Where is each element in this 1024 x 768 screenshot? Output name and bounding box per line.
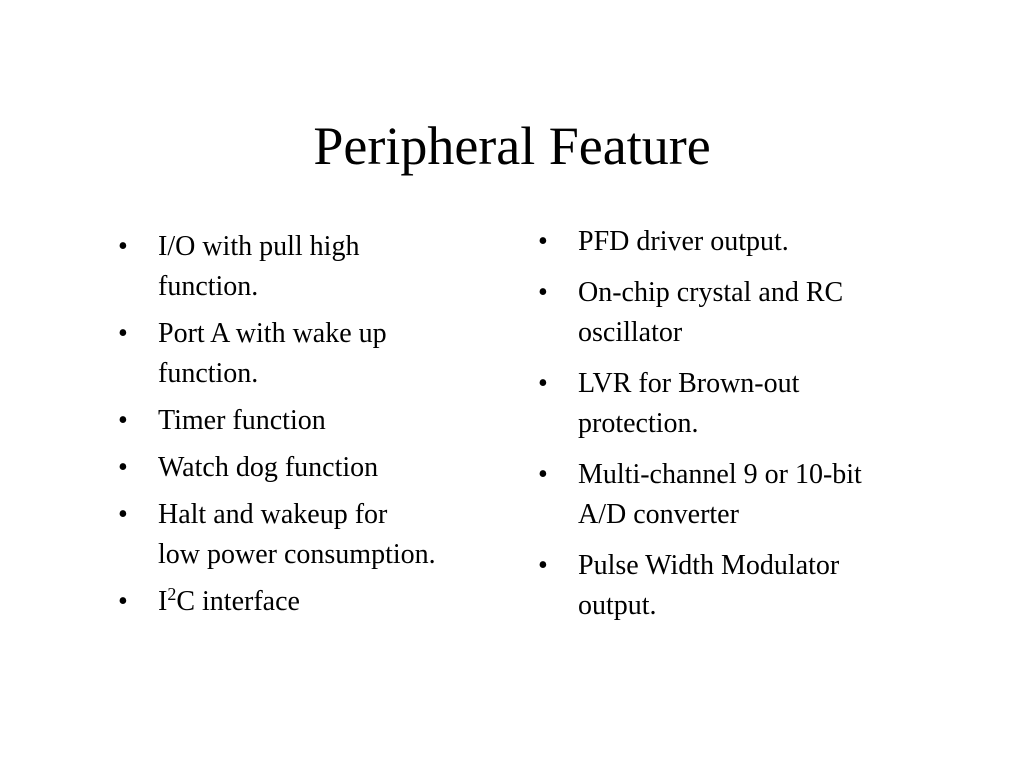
list-item-text: Halt and wakeup for low power consumption. [158,499,436,570]
list-item [538,222,958,262]
list-item-text: Multi-channel 9 or 10-bit A/D converter [578,459,862,530]
left-bullet-list [118,227,518,629]
superscript: 2 [167,584,177,604]
list-item [118,448,518,488]
bullet-icon: • [118,586,128,617]
list-item-text: LVR for Brown-out protection. [578,368,800,439]
right-bullet-list [538,222,958,637]
list-item [118,227,518,307]
list-item-text: Port A with wake up function. [158,318,387,389]
bullet-icon: • [538,550,548,581]
bullet-icon: • [118,405,128,436]
list-item-text: Pulse Width Modulator output. [578,550,840,621]
bullet-icon: • [118,318,128,349]
list-item [118,582,518,622]
bullet-icon: • [118,452,128,483]
list-item [538,546,958,626]
list-item [118,314,518,394]
bullet-icon: • [538,459,548,490]
bullet-icon: • [538,226,548,257]
list-item-text: PFD driver output. [578,226,789,257]
bullet-icon: • [118,499,128,530]
bullet-icon: • [118,231,128,262]
slide-title: Peripheral Feature [313,116,711,176]
list-item-text: Watch dog function [158,452,379,483]
list-item [118,401,518,441]
text-before-superscript: I [158,586,168,617]
list-item-text: On-chip crystal and RC oscillator [578,277,844,348]
list-item-text [158,582,518,622]
text-after-superscript: C interface [176,586,300,617]
list-item [538,364,958,444]
bullet-icon: • [538,368,548,399]
list-item-text: I/O with pull high function. [158,231,360,302]
list-item-text: Timer function [158,405,326,436]
list-item [118,495,518,575]
bullet-icon: • [538,277,548,308]
list-item [538,273,958,353]
list-item [538,455,958,535]
